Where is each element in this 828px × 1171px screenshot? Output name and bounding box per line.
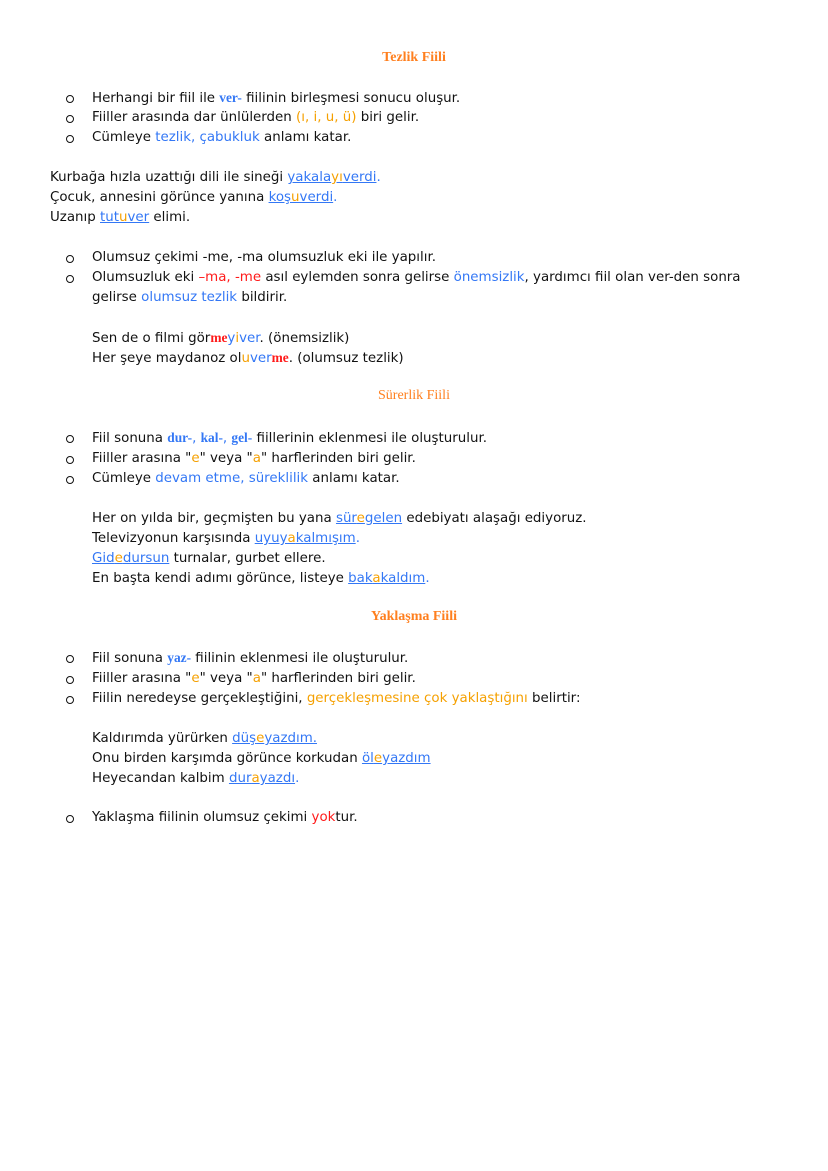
bullet-icon <box>66 255 74 263</box>
example-sentence: En başta kendi adımı görünce, listeye bakakaldım. <box>92 571 430 586</box>
example-sentence: Sen de o filmi görmeyiver. (önemsizlik) <box>92 330 350 346</box>
bullet-item: Olumsuz çekimi -me, -ma olumsuzluk eki ile yapılır. <box>92 250 436 265</box>
bullet-item: Cümleye devam etme, süreklilik anlamı katar. <box>92 471 400 486</box>
bullet-item: Fiil sonuna dur-, kal-, gel- fiillerinin eklenmesi ile oluşturulur. <box>92 430 487 446</box>
bullet-icon <box>66 676 74 684</box>
bullet-item-continuation: gelirse olumsuz tezlik bildirir. <box>92 290 288 305</box>
bullet-item: Fiilin neredeyse gerçekleştiğini, gerçekleşmesine çok yaklaştığını belirtir: <box>92 691 581 706</box>
bullet-icon <box>66 435 74 443</box>
bullet-icon <box>66 275 74 283</box>
bullet-icon <box>66 696 74 704</box>
section-title-yaklasma: Yaklaşma Fiili <box>371 609 457 624</box>
bullet-item: Cümleye tezlik, çabukluk anlamı katar. <box>92 130 352 145</box>
bullet-icon <box>66 815 74 823</box>
bullet-item: Yaklaşma fiilinin olumsuz çekimi yoktur. <box>92 810 358 825</box>
bullet-icon <box>66 456 74 464</box>
bullet-icon <box>66 135 74 143</box>
example-sentence: Televizyonun karşısında uyuyakalmışım. <box>92 531 360 546</box>
bullet-item: Fiiller arasına "e" veya "a" harflerinden biri gelir. <box>92 671 416 686</box>
bullet-icon <box>66 655 74 663</box>
bullet-icon <box>66 115 74 123</box>
bullet-item: Fiiller arasında dar ünlülerden (ı, i, u, ü) biri gelir. <box>92 110 420 125</box>
bullet-item: Fiil sonuna yaz- fiilinin eklenmesi ile oluşturulur. <box>92 650 409 666</box>
example-sentence: Kurbağa hızla uzattığı dili ile sineği yakalayıverdi. <box>50 170 381 185</box>
bullet-item: Fiiller arasına "e" veya "a" harflerinden biri gelir. <box>92 451 416 466</box>
example-sentence: Kaldırımda yürürken düşeyazdım. <box>92 731 317 746</box>
section-title-surerlik: Sürerlik Fiili <box>378 388 450 403</box>
bullet-item: Herhangi bir fiil ile ver- fiilinin birleşmesi sonucu oluşur. <box>92 90 461 106</box>
example-sentence: Onu birden karşımda görünce korkudan öleyazdım <box>92 751 431 766</box>
bullet-icon <box>66 95 74 103</box>
example-sentence: Her on yılda bir, geçmişten bu yana süregelen edebiyatı alaşağı ediyoruz. <box>92 511 587 526</box>
example-sentence: Çocuk, annesini görünce yanına koşuverdi. <box>50 190 338 205</box>
bullet-item: Olumsuzluk eki –ma, -me asıl eylemden sonra gelirse önemsizlik, yardımcı fiil olan ver-den sonra <box>92 270 741 285</box>
example-sentence: Her şeye maydanoz oluverme. (olumsuz tezlik) <box>92 350 404 366</box>
example-sentence: Gidedursun turnalar, gurbet ellere. <box>92 551 326 566</box>
bullet-icon <box>66 476 74 484</box>
example-sentence: Uzanıp tutuver elimi. <box>50 210 191 225</box>
example-sentence: Heyecandan kalbim durayazdı. <box>92 771 300 786</box>
section-title-tezlik: Tezlik Fiili <box>382 50 446 65</box>
